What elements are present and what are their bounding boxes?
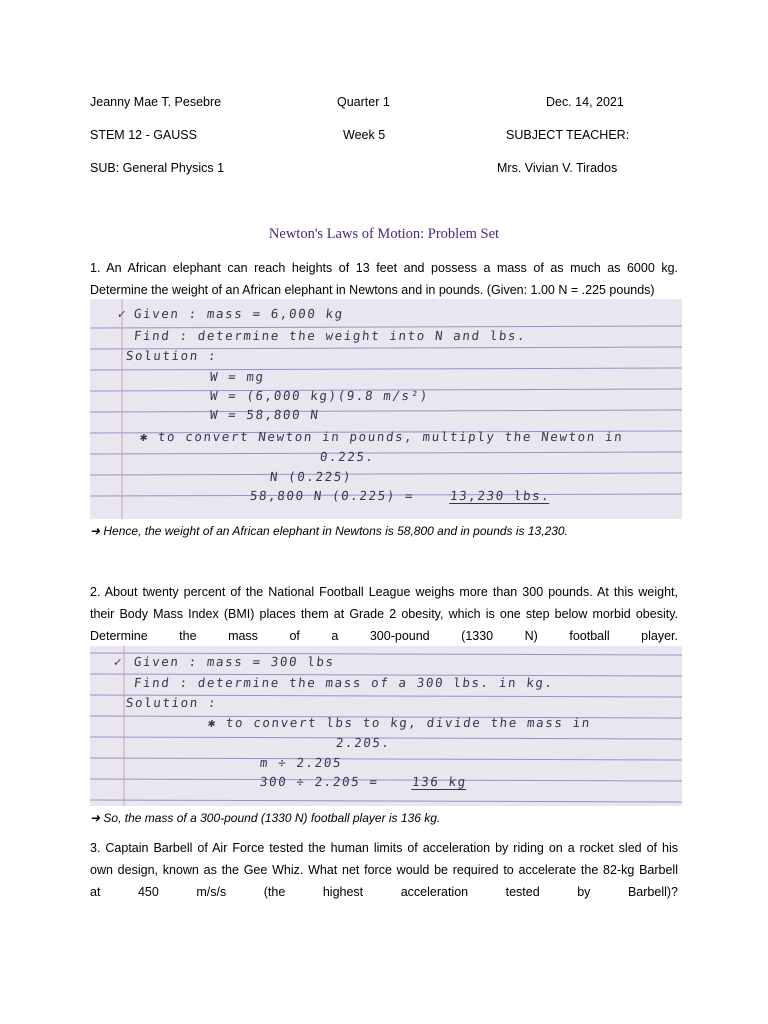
date: Dec. 14, 2021 <box>546 95 624 109</box>
subject: SUB: General Physics 1 <box>90 161 225 175</box>
question-2-line-3: Determine the mass of a 300-pound (1330 N) football player. <box>90 629 678 643</box>
section: STEM 12 - GAUSS <box>90 128 197 142</box>
solution-line: Solution : <box>125 348 219 363</box>
question-2-line-2: their Body Mass Index (BMI) places them at Grade 2 obesity, which is one step below morbid obesity. <box>90 607 678 621</box>
asterisk-icon: ✱ <box>139 429 150 444</box>
pounds-result: 13,230 lbs. <box>449 488 552 503</box>
substitution-line: W = (6,000 kg)(9.8 m/s²) <box>209 388 430 403</box>
convert-factor: 0.225. <box>319 449 376 464</box>
check-icon: ✓ <box>117 306 128 321</box>
page-title: Newton's Laws of Motion: Problem Set <box>268 226 500 242</box>
question-1 <box>90 257 678 301</box>
question-2 <box>90 581 678 647</box>
asterisk-icon: ✱ <box>207 715 218 730</box>
convert-note: to convert Newton in pounds, multiply the Newton in <box>157 429 625 444</box>
teacher-label: SUBJECT TEACHER: <box>506 128 630 142</box>
mass-result: 136 kg <box>411 774 468 789</box>
handwritten-solution-1 <box>90 299 682 519</box>
convert-formula: m ÷ 2.205 <box>259 755 343 770</box>
question-3-line-2: own design, known as the Gee Whiz. What net force would be required to accelerate the 82-kg Barbell <box>90 863 678 877</box>
answer-1: ➜ Hence, the weight of an African elephant in Newtons is 58,800 and in pounds is 13,230. <box>90 524 568 538</box>
given-line: Given : mass = 300 lbs <box>133 654 336 669</box>
student-name: Jeanny Mae T. Pesebre <box>90 95 222 109</box>
question-1-line-2: Determine the weight of an African elephant in Newtons and in pounds. (Given: 1.00 N = .225 pounds) <box>90 283 655 297</box>
answer-2: ➜ So, the mass of a 300-pound (1330 N) football player is 136 kg. <box>90 811 441 825</box>
check-icon: ✓ <box>113 654 124 669</box>
question-3-line-3: at 450 m/s/s (the highest acceleration tested by Barbell)? <box>90 885 678 899</box>
week: Week 5 <box>343 128 386 142</box>
question-3 <box>90 837 678 903</box>
quarter: Quarter 1 <box>337 95 390 109</box>
convert-formula: N (0.225) <box>269 469 353 484</box>
find-line: Find : determine the weight into N and lbs. <box>133 328 528 343</box>
teacher-name: Mrs. Vivian V. Tirados <box>497 161 618 175</box>
given-line: Given : mass = 6,000 kg <box>133 306 345 321</box>
question-1-line-1: 1. An African elephant can reach heights of 13 feet and possess a mass of as much as 6000 kg. <box>90 261 678 275</box>
convert-factor: 2.205. <box>335 735 392 750</box>
question-2-line-1: 2. About twenty percent of the National Football League weighs more than 300 pounds. At this weight, <box>90 585 678 599</box>
convert-calc: 58,800 N (0.225) = <box>249 488 416 503</box>
convert-calc: 300 ÷ 2.205 = <box>259 774 380 789</box>
handwritten-solution-2 <box>90 646 682 806</box>
formula-line: W = mg <box>209 369 266 384</box>
find-line: Find : determine the mass of a 300 lbs. in kg. <box>133 675 555 690</box>
weight-result: W = 58,800 N <box>209 407 321 422</box>
question-3-line-1: 3. Captain Barbell of Air Force tested the human limits of acceleration by riding on a rocket sled of his <box>90 841 678 855</box>
convert-note: to convert lbs to kg, divide the mass in <box>225 715 592 730</box>
solution-line: Solution : <box>125 695 219 710</box>
